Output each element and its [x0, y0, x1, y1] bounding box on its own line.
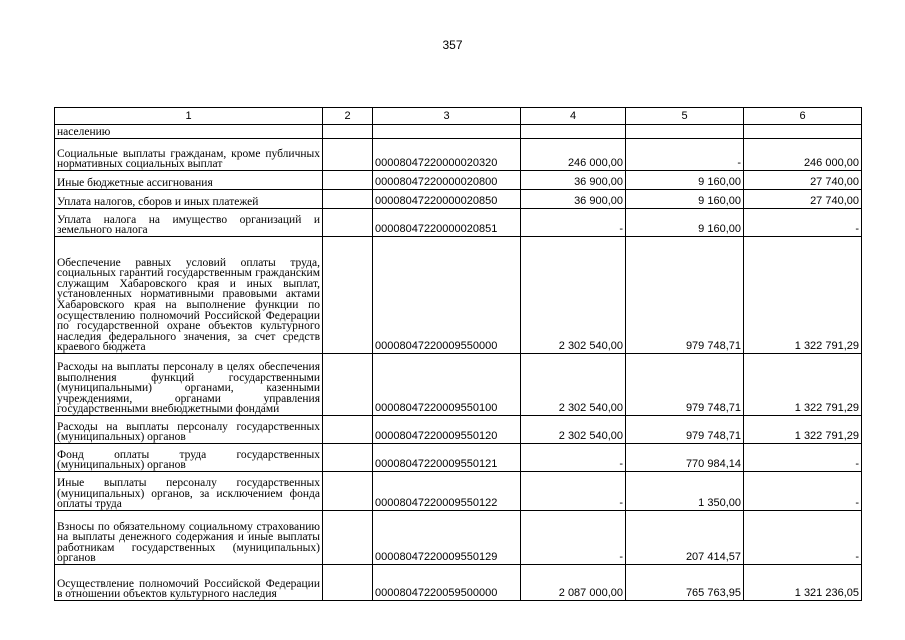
row-col2	[323, 171, 373, 190]
row-value-4: 36 900,00	[521, 190, 626, 209]
row-value-4: -	[521, 209, 626, 237]
row-value-5: -	[626, 139, 744, 171]
row-description: Иные выплаты персоналу государственных (муниципальных) органов, за исключением фонда оплаты труда	[55, 472, 323, 511]
row-col2	[323, 139, 373, 171]
table-row	[55, 209, 862, 237]
row-value-4: 246 000,00	[521, 139, 626, 171]
row-description: Уплата налога на имущество организаций и земельного налога	[55, 209, 323, 237]
row-col2	[323, 209, 373, 237]
row-value-6: 1 322 791,29	[744, 416, 862, 444]
row-value-5: 979 748,71	[626, 237, 744, 354]
row-code	[373, 125, 521, 139]
row-value-4: -	[521, 472, 626, 511]
row-code: 00008047220009550122	[373, 472, 521, 511]
row-col2	[323, 565, 373, 601]
row-value-5: 1 350,00	[626, 472, 744, 511]
row-col2	[323, 472, 373, 511]
row-value-6: 27 740,00	[744, 190, 862, 209]
column-header: 4	[521, 108, 626, 125]
row-code: 00008047220000020850	[373, 190, 521, 209]
row-value-4: 2 302 540,00	[521, 354, 626, 416]
row-code: 00008047220059500000	[373, 565, 521, 601]
row-value-4: -	[521, 444, 626, 472]
row-value-5: 207 414,57	[626, 511, 744, 565]
row-code: 00008047220009550121	[373, 444, 521, 472]
row-col2	[323, 190, 373, 209]
row-description: Расходы на выплаты персоналу государственных (муниципальных) органов	[55, 416, 323, 444]
column-header: 1	[55, 108, 323, 125]
row-col2	[323, 354, 373, 416]
table-row	[55, 444, 862, 472]
row-description: Уплата налогов, сборов и иных платежей	[55, 190, 323, 209]
row-value-6	[744, 125, 862, 139]
row-code: 00008047220000020800	[373, 171, 521, 190]
row-code: 00008047220000020320	[373, 139, 521, 171]
row-col2	[323, 237, 373, 354]
table-header-row	[55, 108, 862, 125]
row-value-6: -	[744, 511, 862, 565]
row-value-4: 2 302 540,00	[521, 416, 626, 444]
row-value-5	[626, 125, 744, 139]
row-value-4: 2 087 000,00	[521, 565, 626, 601]
table-row	[55, 171, 862, 190]
row-col2	[323, 444, 373, 472]
row-description: Социальные выплаты гражданам, кроме публичных нормативных социальных выплат	[55, 139, 323, 171]
row-description: Осуществление полномочий Российской Федерации в отношении объектов культурного наследия	[55, 565, 323, 601]
row-value-4: 2 302 540,00	[521, 237, 626, 354]
table-row	[55, 190, 862, 209]
row-code: 00008047220009550000	[373, 237, 521, 354]
row-code: 00008047220009550129	[373, 511, 521, 565]
row-code: 00008047220000020851	[373, 209, 521, 237]
row-code: 00008047220009550100	[373, 354, 521, 416]
table-row	[55, 354, 862, 416]
row-description: населению	[55, 125, 323, 139]
table-row	[55, 125, 862, 139]
table-row	[55, 565, 862, 601]
row-description: Расходы на выплаты персоналу в целях обеспечения выполнения функций государственными (муниципальными) органами, казенными учреждениями, органами управления государственными внебюджетными фондами	[55, 354, 323, 416]
row-value-6: 27 740,00	[744, 171, 862, 190]
row-value-5: 770 984,14	[626, 444, 744, 472]
row-value-5: 9 160,00	[626, 171, 744, 190]
row-value-5: 9 160,00	[626, 209, 744, 237]
row-value-5: 979 748,71	[626, 354, 744, 416]
row-description: Фонд оплаты труда государственных (муниципальных) органов	[55, 444, 323, 472]
row-col2	[323, 511, 373, 565]
row-value-6: -	[744, 472, 862, 511]
row-value-6: 1 321 236,05	[744, 565, 862, 601]
row-value-6: 1 322 791,29	[744, 237, 862, 354]
row-description: Иные бюджетные ассигнования	[55, 171, 323, 190]
page-number: 357	[442, 38, 463, 52]
column-header: 6	[744, 108, 862, 125]
row-col2	[323, 125, 373, 139]
row-description: Взносы по обязательному социальному страхованию на выплаты денежного содержания и иные выплаты работникам государственных (муниципальных) органов	[55, 511, 323, 565]
table-row	[55, 139, 862, 171]
table-row	[55, 511, 862, 565]
row-description: Обеспечение равных условий оплаты труда, социальных гарантий государственным гражданским служащим Хабаровского края и иных выплат, установленных нормативными правовыми актами Хабаровского края на выполнение функции по осуществлению полномочий Российской Федерации по государственной охране объектов культурного наследия федерального значения, за счет средств краевого бюджета	[55, 237, 323, 354]
row-value-4	[521, 125, 626, 139]
table-row	[55, 472, 862, 511]
row-value-6: -	[744, 444, 862, 472]
table-row	[55, 416, 862, 444]
column-header: 2	[323, 108, 373, 125]
row-value-5: 765 763,95	[626, 565, 744, 601]
row-value-6: -	[744, 209, 862, 237]
column-header: 3	[373, 108, 521, 125]
row-value-4: 36 900,00	[521, 171, 626, 190]
row-col2	[323, 416, 373, 444]
row-value-5: 979 748,71	[626, 416, 744, 444]
row-code: 00008047220009550120	[373, 416, 521, 444]
table-row	[55, 237, 862, 354]
column-header: 5	[626, 108, 744, 125]
row-value-4: -	[521, 511, 626, 565]
row-value-6: 1 322 791,29	[744, 354, 862, 416]
row-value-5: 9 160,00	[626, 190, 744, 209]
row-value-6: 246 000,00	[744, 139, 862, 171]
budget-table	[54, 107, 862, 601]
